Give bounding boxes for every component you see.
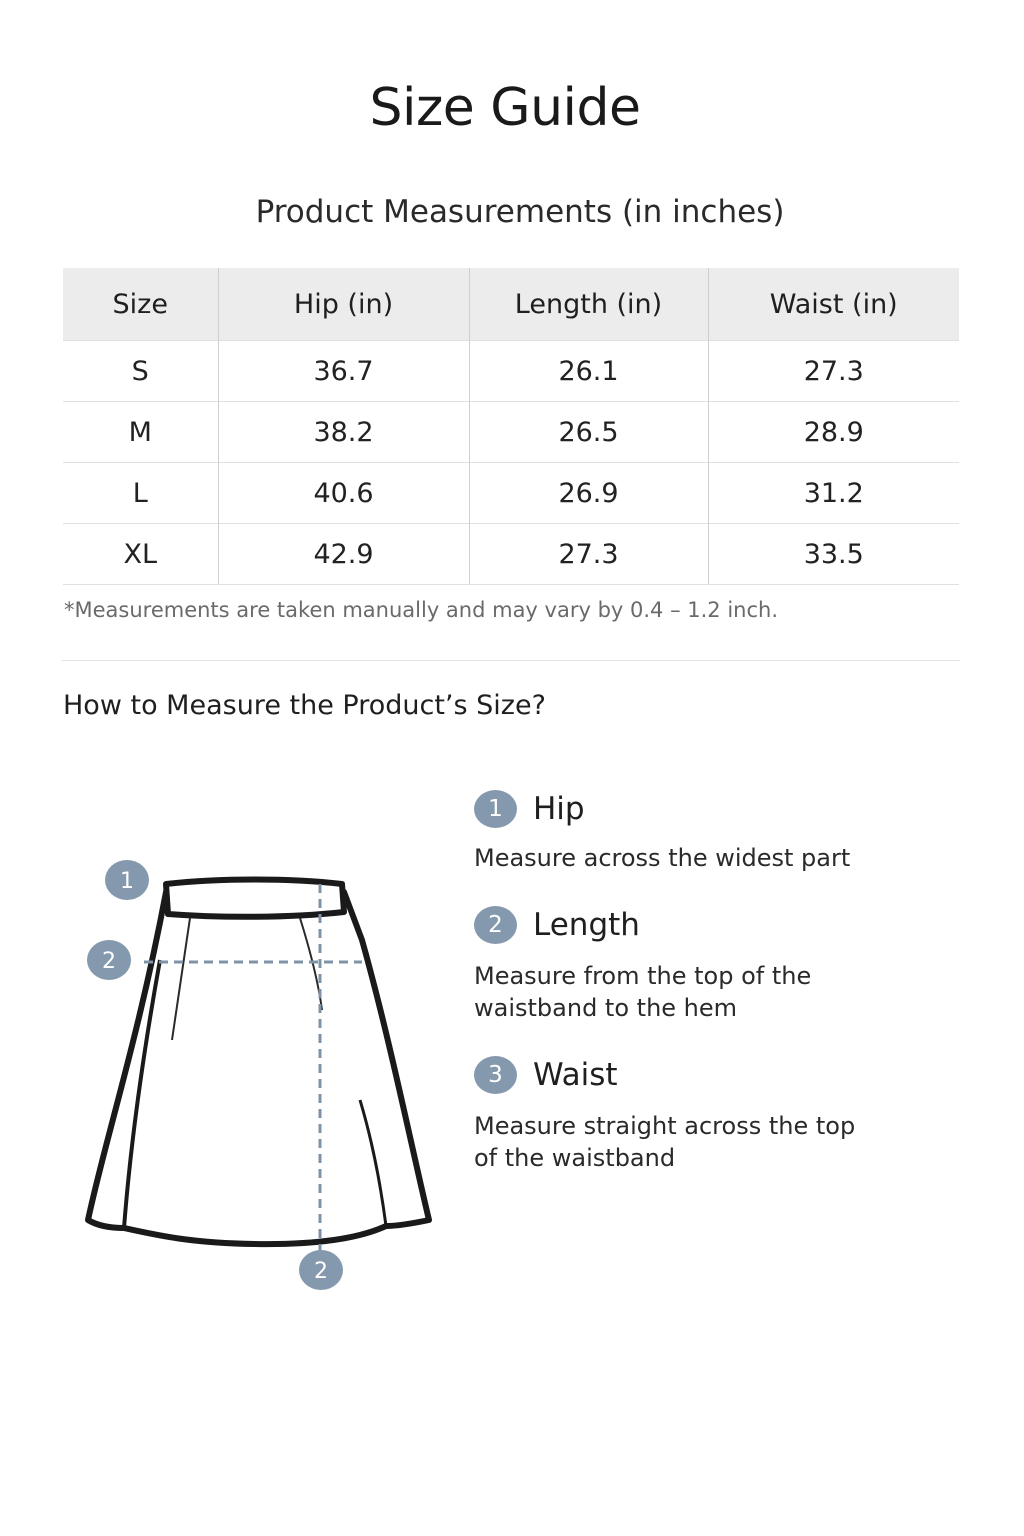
cell-size: L: [63, 463, 218, 524]
step-description-line: waistband to the hem: [474, 994, 738, 1022]
header-hip: Hip (in): [218, 268, 469, 341]
measurement-note: *Measurements are taken manually and may vary by 0.4 – 1.2 inch.: [64, 598, 778, 622]
page-title: Size Guide: [369, 78, 641, 138]
section-divider: [62, 660, 960, 661]
table-row: [63, 463, 959, 524]
cell-size: XL: [63, 524, 218, 585]
cell-waist: 31.2: [708, 463, 959, 524]
marker-2-label: 2: [102, 949, 116, 974]
marker-2-bottom-label: 2: [314, 1259, 328, 1284]
skirt-outline: [88, 892, 429, 1244]
marker-1-badge: [105, 860, 149, 900]
cell-length: 27.3: [469, 524, 708, 585]
step-number-badge: 2: [474, 906, 517, 944]
step-description-line: of the waistband: [474, 1144, 676, 1172]
header-waist: Waist (in): [708, 268, 959, 341]
cell-waist: 27.3: [708, 341, 959, 402]
table-row: [63, 341, 959, 402]
step-title: Length: [533, 907, 640, 943]
cell-size: S: [63, 341, 218, 402]
cell-waist: 33.5: [708, 524, 959, 585]
table-header-row: [63, 268, 959, 341]
cell-hip: 42.9: [218, 524, 469, 585]
step-title: Hip: [533, 791, 585, 827]
header-size: Size: [63, 268, 218, 341]
step-description-line: Measure straight across the top: [474, 1112, 856, 1140]
step-number-badge: 3: [474, 1056, 517, 1094]
how-to-measure-title: How to Measure the Product’s Size?: [63, 690, 546, 721]
step-description: [474, 1110, 855, 1174]
marker-2-badge: [87, 940, 131, 980]
step-title: Waist: [533, 1057, 618, 1093]
skirt-diagram: [60, 840, 450, 1310]
table-row: [63, 402, 959, 463]
step-description-line: Measure across the widest part: [474, 844, 851, 872]
cell-length: 26.5: [469, 402, 708, 463]
cell-waist: 28.9: [708, 402, 959, 463]
marker-2-bottom-badge: [299, 1250, 343, 1290]
step-waist: [474, 1056, 855, 1174]
table-row: [63, 524, 959, 585]
step-length: [474, 906, 811, 1024]
step-description: [474, 960, 811, 1024]
skirt-waistband: [166, 880, 344, 917]
cell-hip: 38.2: [218, 402, 469, 463]
size-table: [63, 268, 959, 585]
marker-1-label: 1: [120, 869, 134, 894]
cell-hip: 40.6: [218, 463, 469, 524]
step-number-badge: 1: [474, 790, 517, 828]
header-length: Length (in): [469, 268, 708, 341]
step-hip: [474, 790, 850, 874]
step-description-line: Measure from the top of the: [474, 962, 812, 990]
cell-length: 26.9: [469, 463, 708, 524]
step-description: [474, 842, 850, 874]
cell-hip: 36.7: [218, 341, 469, 402]
cell-size: M: [63, 402, 218, 463]
cell-length: 26.1: [469, 341, 708, 402]
page-subtitle: Product Measurements (in inches): [255, 194, 785, 230]
